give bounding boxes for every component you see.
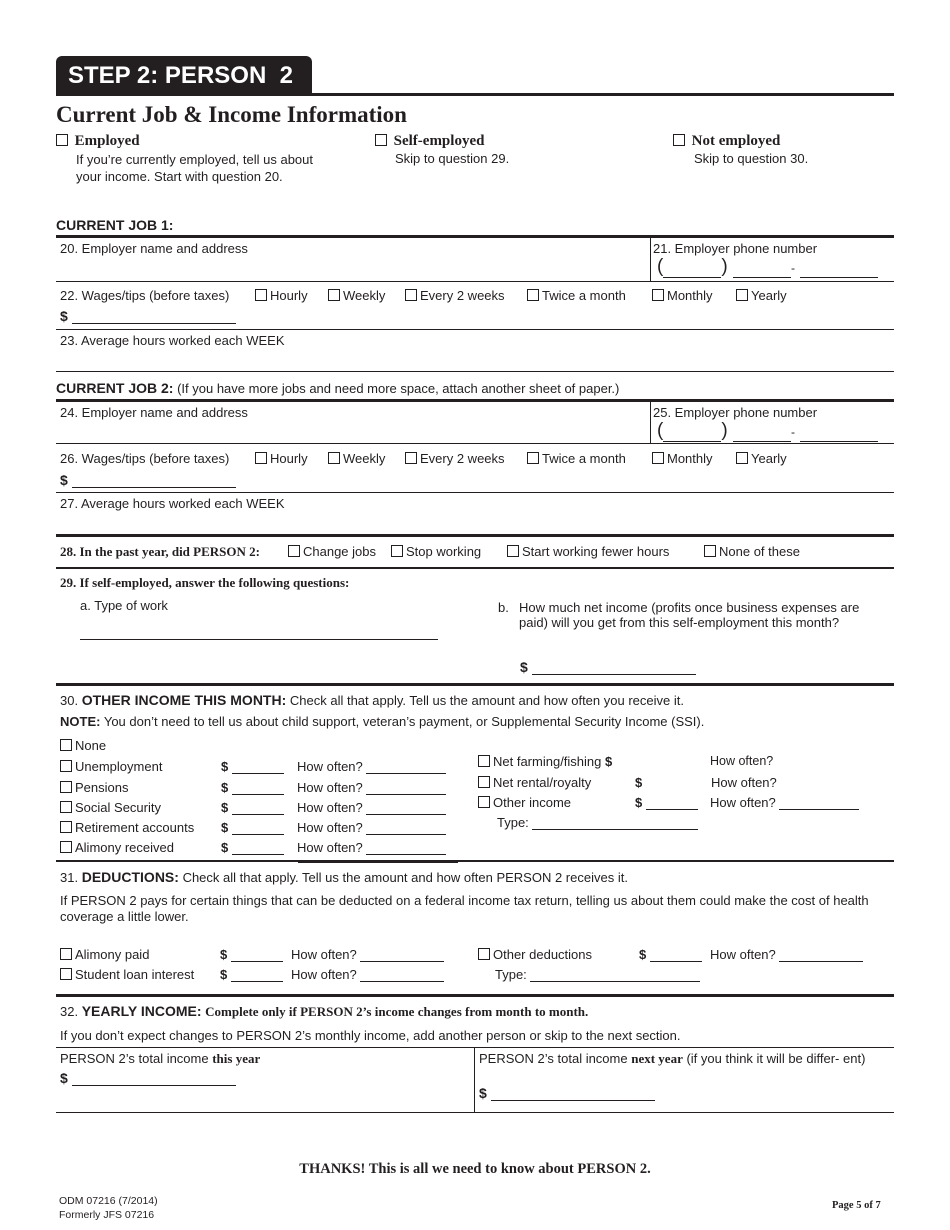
checkbox[interactable] bbox=[60, 841, 72, 853]
q32-top-rule bbox=[56, 994, 894, 997]
q22-amount-field[interactable]: $ bbox=[60, 308, 236, 324]
checkbox[interactable] bbox=[328, 452, 340, 464]
q30-social-security[interactable]: Social Security bbox=[60, 800, 161, 815]
checkbox[interactable] bbox=[736, 452, 748, 464]
checkbox[interactable] bbox=[736, 289, 748, 301]
q32-this-year-field[interactable]: $ bbox=[60, 1070, 236, 1086]
thanks-message: THANKS! This is all we need to know about PERSON 2. bbox=[299, 1161, 651, 1177]
q28-change-jobs[interactable]: Change jobs bbox=[288, 544, 376, 559]
q31-desc: If PERSON 2 pays for certain things that can be deducted on a federal income tax return, telling us about them could make the cost of health coverage a little lower. bbox=[60, 893, 869, 924]
q26-monthly[interactable]: Monthly bbox=[652, 451, 713, 466]
q30-social-security-amount[interactable]: $ bbox=[221, 800, 284, 815]
not-employed-checkbox[interactable] bbox=[673, 134, 685, 146]
job2-rule bbox=[56, 399, 894, 402]
q30-rental-currency: $ bbox=[635, 775, 643, 790]
q21-phone-field[interactable]: ( ) - bbox=[657, 256, 878, 278]
q30-retirement-amount[interactable]: $ bbox=[221, 820, 284, 835]
q22-hourly[interactable]: Hourly bbox=[255, 288, 308, 303]
q29a-label: a. Type of work bbox=[80, 598, 168, 613]
q30-bottom-rule-thin bbox=[298, 862, 458, 863]
checkbox[interactable] bbox=[60, 968, 72, 980]
q26-amount-field[interactable]: $ bbox=[60, 472, 236, 488]
q30-rental[interactable]: Net rental/royalty bbox=[478, 775, 591, 790]
q21-divider bbox=[650, 238, 651, 282]
q22-yearly[interactable]: Yearly bbox=[736, 288, 787, 303]
q29b-amount-field[interactable]: $ bbox=[520, 659, 696, 675]
checkbox[interactable] bbox=[478, 948, 490, 960]
q30-other[interactable]: Other income bbox=[478, 795, 571, 810]
q26-hourly[interactable]: Hourly bbox=[255, 451, 308, 466]
q26-twice[interactable]: Twice a month bbox=[527, 451, 626, 466]
q31-heading: 31. DEDUCTIONS: Check all that apply. Tell us the amount and how often PERSON 2 receives it. bbox=[60, 869, 628, 885]
q30-pensions[interactable]: Pensions bbox=[60, 780, 128, 795]
q28-none[interactable]: None of these bbox=[704, 544, 800, 559]
q31-alimony-often[interactable]: How often? bbox=[291, 947, 444, 962]
q32-next-year-field[interactable]: $ bbox=[479, 1085, 655, 1101]
q22-monthly[interactable]: Monthly bbox=[652, 288, 713, 303]
not-employed-option[interactable]: Not employed bbox=[673, 133, 780, 150]
q29b-label: How much net income (profits once business expenses are paid) will you get from this self-employment this month? bbox=[519, 600, 860, 630]
checkbox[interactable] bbox=[652, 289, 664, 301]
q32-table-divider bbox=[474, 1047, 475, 1113]
q30-heading: 30. OTHER INCOME THIS MONTH: Check all that apply. Tell us the amount and how often you receive it. bbox=[60, 692, 684, 708]
q26-weekly[interactable]: Weekly bbox=[328, 451, 385, 466]
q30-none[interactable]: None bbox=[60, 738, 106, 753]
checkbox[interactable] bbox=[527, 452, 539, 464]
q24-bottom-rule bbox=[56, 443, 894, 444]
q30-pensions-amount[interactable]: $ bbox=[221, 780, 284, 795]
checkbox[interactable] bbox=[60, 821, 72, 833]
q30-rental-often: How often? bbox=[711, 775, 777, 790]
q20-bottom-rule bbox=[56, 281, 894, 282]
step-title: STEP 2: PERSON 2 bbox=[68, 62, 293, 89]
q31-student-loan[interactable]: Student loan interest bbox=[60, 967, 194, 982]
q22-row: 22. Wages/tips (before taxes) bbox=[60, 288, 230, 303]
checkbox[interactable] bbox=[60, 760, 72, 772]
q22-weekly[interactable]: Weekly bbox=[328, 288, 385, 303]
q31-other-deductions[interactable]: Other deductions bbox=[478, 947, 592, 962]
checkbox[interactable] bbox=[507, 545, 519, 557]
checkbox[interactable] bbox=[60, 739, 72, 751]
q32-next-year-label: PERSON 2’s total income next year (if you think it will be differ- ent) bbox=[479, 1051, 866, 1066]
checkbox[interactable] bbox=[328, 289, 340, 301]
checkbox[interactable] bbox=[478, 796, 490, 808]
form-id: ODM 07216 (7/2014) bbox=[59, 1195, 158, 1207]
q30-unemployment[interactable]: Unemployment bbox=[60, 759, 162, 774]
q31-other-often[interactable]: How often? bbox=[710, 947, 863, 962]
q32-table-top bbox=[56, 1047, 894, 1048]
checkbox[interactable] bbox=[255, 289, 267, 301]
checkbox[interactable] bbox=[60, 948, 72, 960]
q30-unemployment-often[interactable]: How often? bbox=[297, 759, 446, 774]
checkbox[interactable] bbox=[405, 289, 417, 301]
self-employed-checkbox[interactable] bbox=[375, 134, 387, 146]
q27-label: 27. Average hours worked each WEEK bbox=[60, 496, 285, 511]
checkbox[interactable] bbox=[405, 452, 417, 464]
checkbox[interactable] bbox=[288, 545, 300, 557]
q21-label: 21. Employer phone number bbox=[653, 241, 818, 256]
q26-yearly[interactable]: Yearly bbox=[736, 451, 787, 466]
q26-row: 26. Wages/tips (before taxes) bbox=[60, 451, 230, 466]
q30-other-type[interactable]: Type: bbox=[497, 815, 698, 830]
q30-other-amount[interactable]: $ bbox=[635, 795, 698, 810]
q30-other-often[interactable]: How often? bbox=[710, 795, 859, 810]
q30-alimony-amount[interactable]: $ bbox=[221, 840, 284, 855]
q26-every2[interactable]: Every 2 weeks bbox=[405, 451, 505, 466]
checkbox[interactable] bbox=[704, 545, 716, 557]
q25-divider bbox=[650, 402, 651, 444]
q32-desc: If you don’t expect changes to PERSON 2’s monthly income, add another person or skip to the next section. bbox=[60, 1028, 681, 1043]
q31-other-amount[interactable]: $ bbox=[639, 947, 702, 962]
checkbox[interactable] bbox=[391, 545, 403, 557]
q31-alimony-amount[interactable]: $ bbox=[220, 947, 283, 962]
q28-stop-working[interactable]: Stop working bbox=[391, 544, 481, 559]
employed-desc: If you’re currently employed, tell us about your income. Start with question 20. bbox=[76, 152, 314, 184]
page-number: Page 5 of 7 bbox=[832, 1200, 881, 1211]
self-employed-desc: Skip to question 29. bbox=[395, 151, 510, 166]
q30-alimony-often[interactable]: How often? bbox=[297, 840, 446, 855]
q22-bottom-rule bbox=[56, 329, 894, 330]
job1-heading: CURRENT JOB 1: bbox=[56, 217, 174, 233]
formerly-id: Formerly JFS 07216 bbox=[59, 1209, 155, 1221]
q22-every2[interactable]: Every 2 weeks bbox=[405, 288, 505, 303]
checkbox[interactable] bbox=[478, 776, 490, 788]
q28-fewer-hours[interactable]: Start working fewer hours bbox=[507, 544, 669, 559]
checkbox[interactable] bbox=[527, 289, 539, 301]
q29-label: 29. If self-employed, answer the following questions: bbox=[60, 575, 350, 590]
q30-farming[interactable]: Net farming/fishing $ bbox=[478, 754, 612, 769]
q30-social-security-often[interactable]: How often? bbox=[297, 800, 446, 815]
checkbox[interactable] bbox=[478, 755, 490, 767]
q28-label: 28. In the past year, did PERSON 2: bbox=[60, 544, 260, 559]
checkbox[interactable] bbox=[652, 452, 664, 464]
q20-label: 20. Employer name and address bbox=[60, 241, 248, 256]
q32-this-year-label: PERSON 2’s total income this year bbox=[60, 1051, 261, 1066]
q22-twice[interactable]: Twice a month bbox=[527, 288, 626, 303]
q29a-field[interactable] bbox=[80, 628, 438, 640]
header-rule bbox=[56, 93, 894, 96]
checkbox[interactable] bbox=[60, 781, 72, 793]
q23-bottom-rule bbox=[56, 371, 894, 372]
q32-heading: 32. YEARLY INCOME: Complete only if PERSON 2’s income changes from month to month. bbox=[60, 1003, 589, 1019]
q28-bottom-rule bbox=[56, 567, 894, 569]
q29b-num: b. bbox=[498, 600, 509, 615]
q31-student-loan-amount[interactable]: $ bbox=[220, 967, 283, 982]
q25-label: 25. Employer phone number bbox=[653, 405, 818, 420]
job1-rule bbox=[56, 235, 894, 238]
q30-farming-often: How often? bbox=[710, 754, 774, 768]
job2-heading-row: CURRENT JOB 2: (If you have more jobs and need more space, attach another sheet of paper.) bbox=[56, 380, 620, 396]
checkbox[interactable] bbox=[255, 452, 267, 464]
section-title: Current Job & Income Information bbox=[56, 102, 407, 127]
q28-top-rule bbox=[56, 534, 894, 537]
self-employed-option[interactable]: Self-employed bbox=[375, 133, 484, 150]
q26-bottom-rule bbox=[56, 492, 894, 493]
q23-label: 23. Average hours worked each WEEK bbox=[60, 333, 285, 348]
q31-student-loan-often[interactable]: How often? bbox=[291, 967, 444, 982]
q30-retirement-often[interactable]: How often? bbox=[297, 820, 446, 835]
q31-alimony-paid[interactable]: Alimony paid bbox=[60, 947, 149, 962]
q24-label: 24. Employer name and address bbox=[60, 405, 248, 420]
employed-checkbox[interactable] bbox=[56, 134, 68, 146]
q30-unemployment-amount[interactable]: $ bbox=[221, 759, 284, 774]
q30-pensions-often[interactable]: How often? bbox=[297, 780, 446, 795]
q30-alimony[interactable]: Alimony received bbox=[60, 840, 174, 855]
q25-phone-field[interactable]: ( ) - bbox=[657, 420, 878, 442]
q30-note: NOTE: You don’t need to tell us about child support, veteran’s payment, or Supplemental Security Income (SSI). bbox=[60, 714, 705, 729]
checkbox[interactable] bbox=[60, 801, 72, 813]
employed-option[interactable]: Employed bbox=[56, 133, 140, 150]
q31-other-type[interactable]: Type: bbox=[495, 967, 700, 982]
q30-bottom-rule bbox=[56, 860, 894, 862]
q30-top-rule bbox=[56, 683, 894, 686]
q32-table-bottom bbox=[56, 1112, 894, 1113]
not-employed-desc: Skip to question 30. bbox=[694, 151, 809, 166]
q30-retirement[interactable]: Retirement accounts bbox=[60, 820, 194, 835]
